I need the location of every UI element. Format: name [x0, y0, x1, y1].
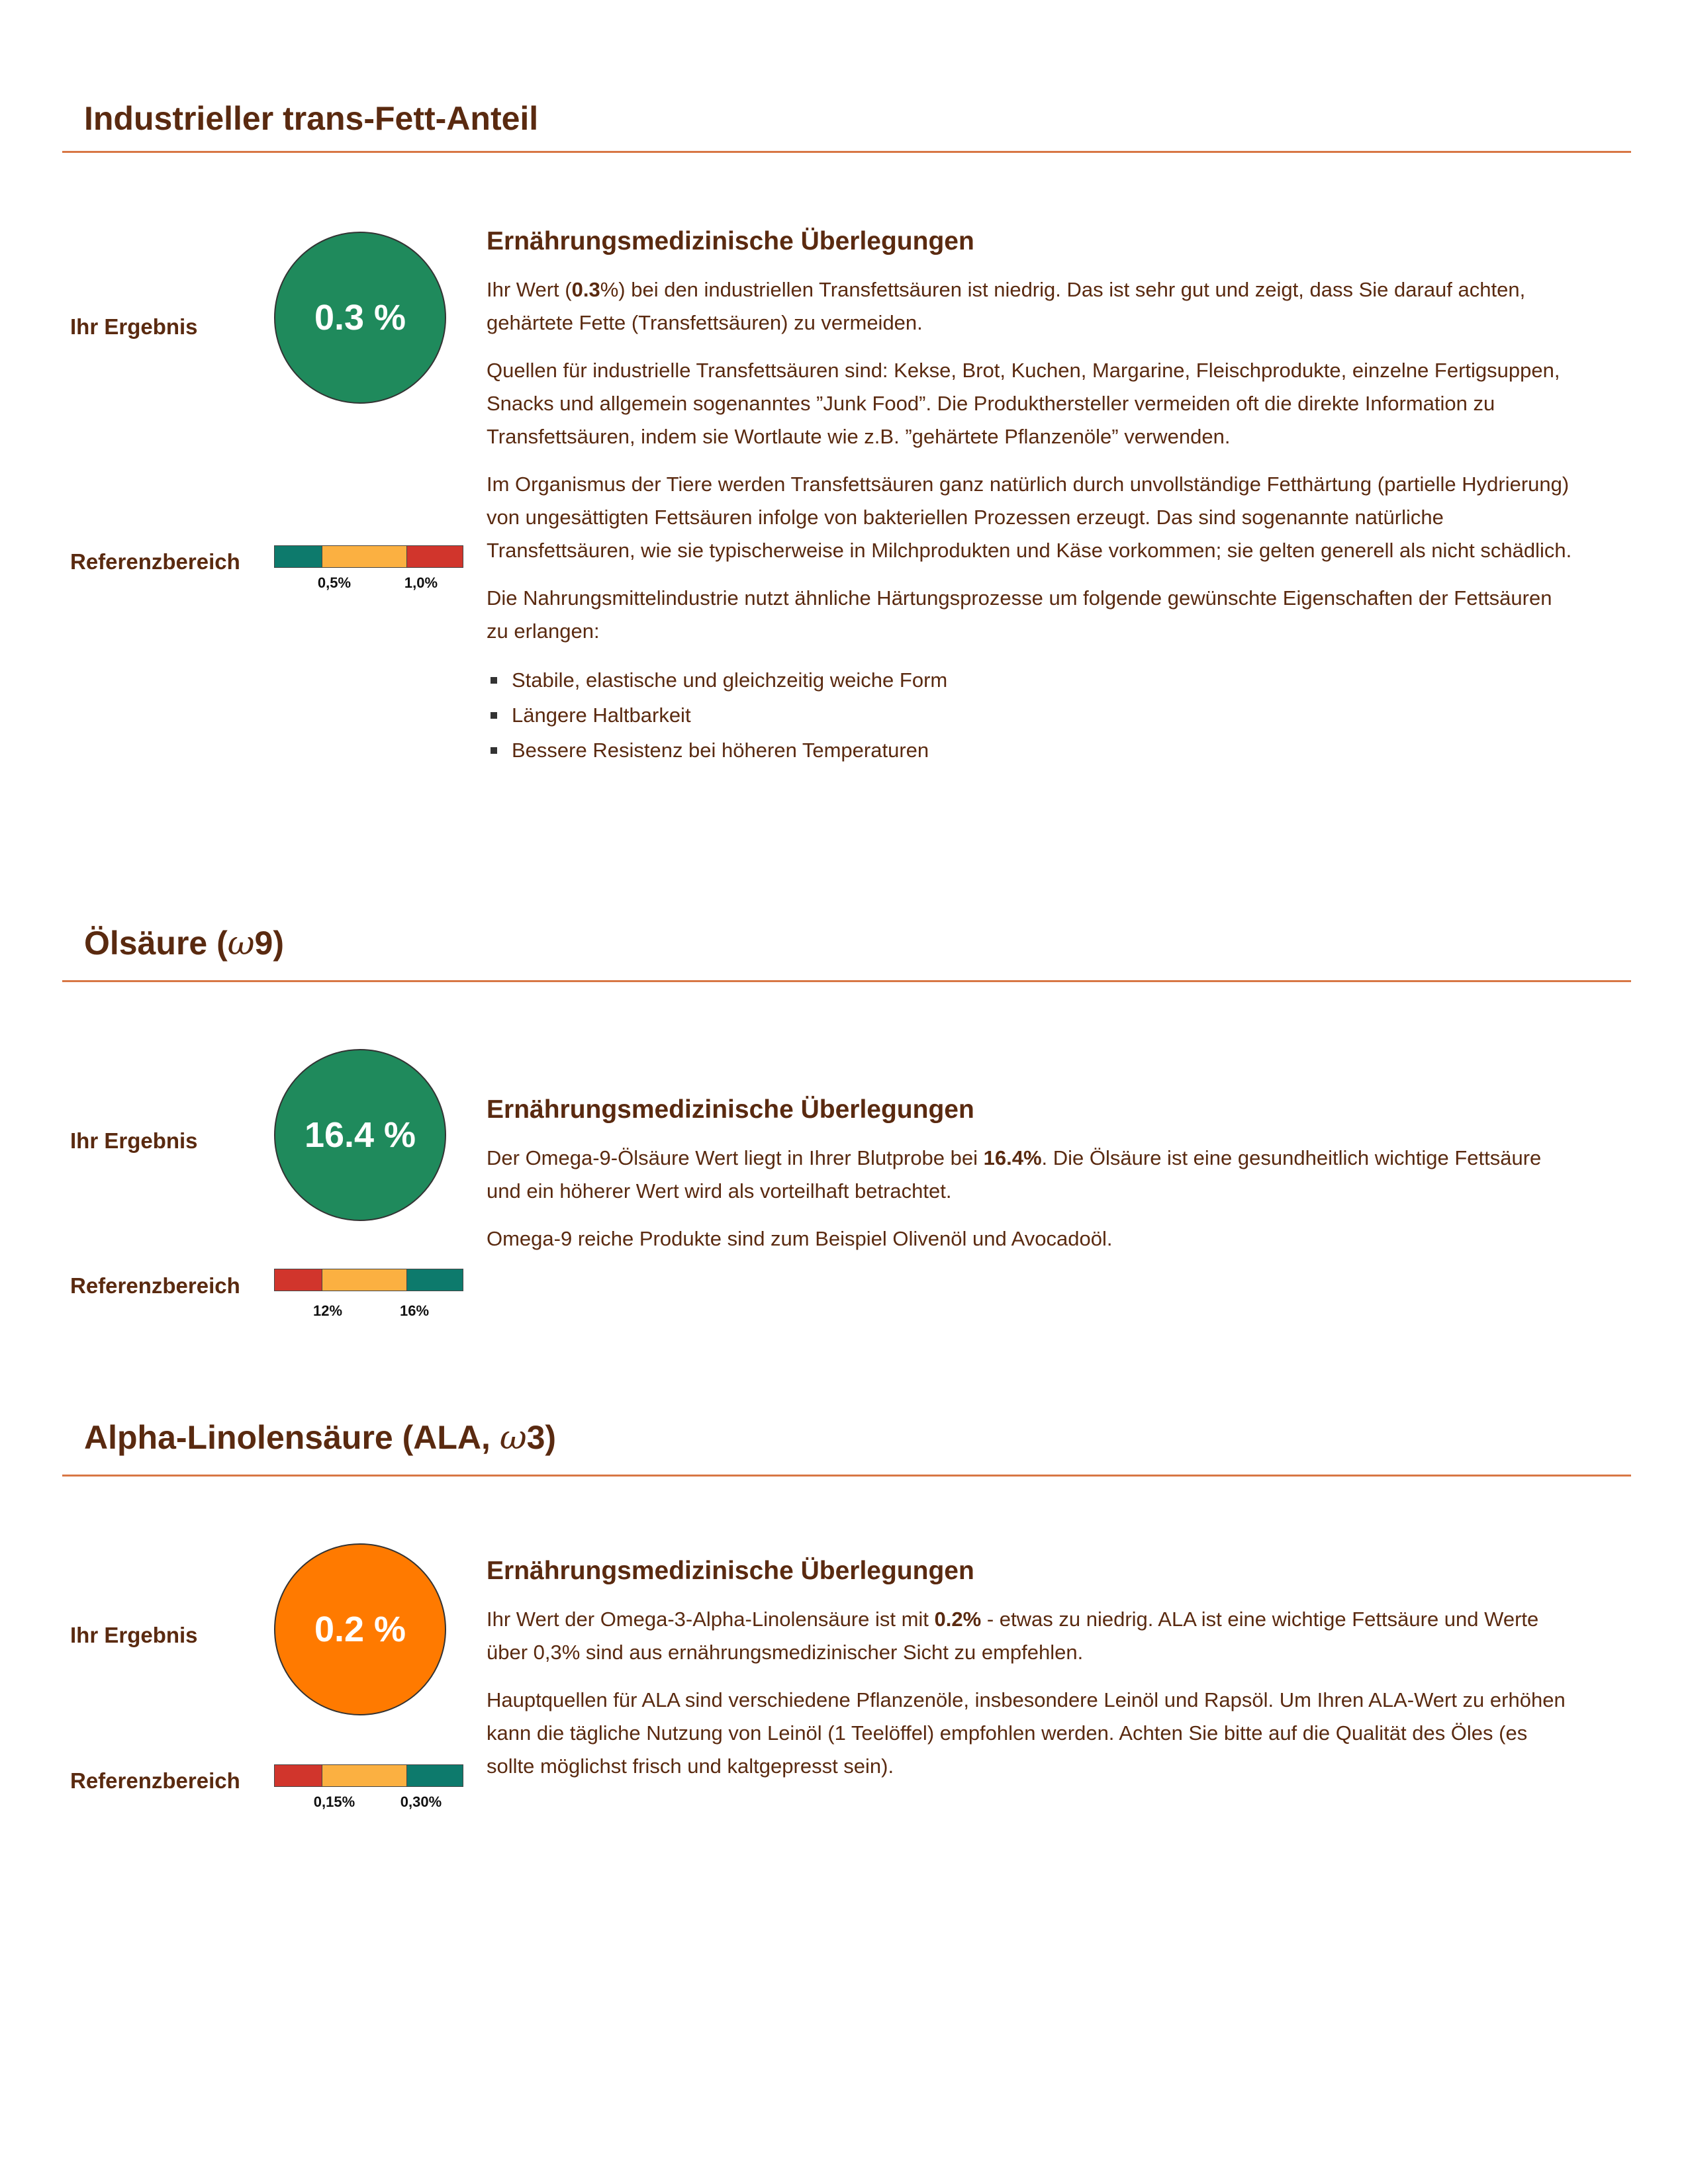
reference-segment-good — [275, 546, 322, 567]
highlight-value: 0.3 — [571, 278, 600, 301]
highlight-value: 0.2% — [934, 1608, 982, 1631]
reference-bar — [274, 1269, 463, 1291]
considerations-title: Ernährungsmedizinische Überlegungen — [487, 1557, 974, 1585]
section-divider — [62, 980, 1631, 982]
considerations-paragraph: Im Organismus der Tiere werden Transfettsäuren ganz natürlich durch unvollständige Fetthärtung (partielle Hydrierung) von ungesättigten Fettsäuren infolge von bakteriellen Prozessen erzeugt. Das sind sogenannte natürliche Transfettsäuren, wie sie typischerweise in Milchprodukten und Käse vorkommen; sie gelten generell als nicht schädlich. — [487, 473, 1572, 562]
reference-segment-good — [406, 1765, 463, 1786]
reference-segment-moderate — [322, 1269, 406, 1291]
reference-bar — [274, 545, 463, 568]
considerations — [487, 1557, 1572, 1797]
list-item: Längere Haltbarkeit — [487, 698, 1572, 733]
result-value: 16.4 % — [304, 1115, 416, 1155]
result-value: 0.3 % — [314, 298, 406, 338]
considerations-paragraph: Omega-9 reiche Produkte sind zum Beispiel Olivenöl und Avocadoöl. — [487, 1227, 1113, 1250]
list-item: Bessere Resistenz bei höheren Temperaturen — [487, 733, 1572, 768]
reference-tick-high: 16% — [399, 1302, 430, 1319]
section-title: Alpha-Linolensäure (ALA, ω3) — [84, 1418, 557, 1457]
considerations-paragraph: Ihr Wert der Omega-3-Alpha-Linolensäure ist mit 0.2% - etwas zu niedrig. ALA ist eine wichtige Fettsäure und Werte über 0,3% sind aus ernährungsmedizinischer Sicht zu empfehlen. — [487, 1608, 1539, 1664]
result-circle — [274, 232, 446, 404]
reference-label: Referenzbereich — [70, 1768, 240, 1793]
properties-list — [487, 662, 1572, 768]
considerations-paragraph: Quellen für industrielle Transfettsäuren sind: Kekse, Brot, Kuchen, Margarine, Fleischprodukte, einzelne Fertigsuppen, Snacks und allgemein sogenanntes ”Junk Food”. Die Produkthersteller vermeiden oft die direkte Information zu Transfettsäuren, indem sie Wortlaute wie z.B. ”gehärtete Pflanzenöle” verwenden. — [487, 359, 1560, 448]
section-divider — [62, 151, 1631, 153]
considerations — [487, 1095, 1572, 1270]
section-title: Industrieller trans-Fett-Anteil — [84, 100, 539, 137]
considerations — [487, 227, 1572, 768]
reference-segment-moderate — [322, 546, 406, 567]
reference-tick-low: 0,15% — [313, 1794, 355, 1810]
reference-segment-moderate — [322, 1765, 406, 1786]
considerations-title: Ernährungsmedizinische Überlegungen — [487, 1095, 974, 1124]
reference-label: Referenzbereich — [70, 1273, 240, 1298]
reference-bar — [274, 1764, 463, 1787]
considerations-paragraph: Die Nahrungsmittelindustrie nutzt ähnliche Härtungsprozesse um folgende gewünschte Eigenschaften der Fettsäuren zu erlangen: — [487, 586, 1552, 643]
result-circle — [274, 1543, 446, 1715]
reference-tick-high: 0,30% — [400, 1794, 442, 1810]
result-label: Ihr Ergebnis — [70, 314, 198, 339]
reference-tick-low: 0,5% — [317, 574, 352, 591]
considerations-title: Ernährungsmedizinische Überlegungen — [487, 227, 974, 255]
considerations-paragraph: Der Omega-9-Ölsäure Wert liegt in Ihrer Blutprobe bei 16.4%. Die Ölsäure ist eine gesundheitlich wichtige Fettsäure und ein höherer Wert wird als vorteilhaft betrachtet. — [487, 1146, 1542, 1203]
reference-segment-low — [275, 1765, 322, 1786]
list-item: Stabile, elastische und gleichzeitig weiche Form — [487, 662, 1572, 698]
result-label: Ihr Ergebnis — [70, 1623, 198, 1647]
reference-segment-good — [406, 1269, 463, 1291]
reference-tick-high: 1,0% — [404, 574, 438, 591]
reference-label: Referenzbereich — [70, 549, 240, 574]
considerations-paragraph: Ihr Wert (0.3%) bei den industriellen Transfettsäuren ist niedrig. Das ist sehr gut und zeigt, dass Sie darauf achten, gehärtete Fette (Transfettsäuren) zu vermeiden. — [487, 278, 1526, 334]
highlight-value: 16.4% — [983, 1146, 1042, 1169]
section-title: Ölsäure (ω9) — [84, 924, 284, 962]
section-divider — [62, 1475, 1631, 1477]
result-circle — [274, 1049, 446, 1221]
result-value: 0.2 % — [314, 1610, 406, 1649]
reference-segment-low — [275, 1269, 322, 1291]
reference-tick-low: 12% — [312, 1302, 343, 1319]
considerations-paragraph: Hauptquellen für ALA sind verschiedene Pflanzenöle, insbesondere Leinöl und Rapsöl. Um Ihren ALA-Wert zu erhöhen kann die tägliche Nutzung von Leinöl (1 Teelöffel) empfohlen werden. Achten Sie bitte auf die Qualität des Öles (es sollte möglichst frisch und kaltgepresst sein). — [487, 1688, 1566, 1778]
result-label: Ihr Ergebnis — [70, 1128, 198, 1153]
reference-segment-high — [406, 546, 463, 567]
